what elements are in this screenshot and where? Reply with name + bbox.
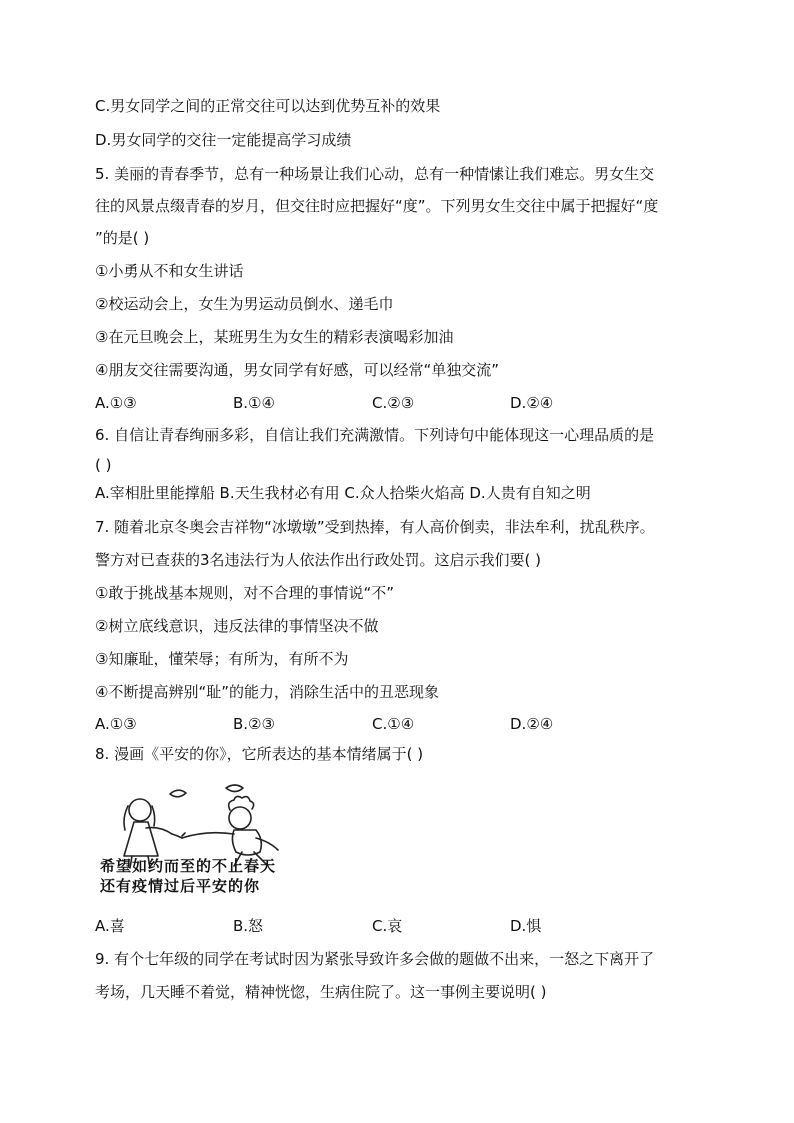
q5-option-d: D.②④ [510, 394, 554, 412]
q5-stem-line2: 往的风景点缀青春的岁月，但交往时应把握好“度”。下列男女生交往中属于把握好“度 [95, 197, 659, 215]
q6-stem-line1: 6. 自信让青春绚丽多彩，自信让我们充满激情。下列诗句中能体现这一心理品质的是 [95, 426, 655, 444]
q8-stem: 8. 漫画《平安的你》，它所表达的基本情绪属于( ) [95, 745, 424, 763]
q4-option-d: D.男女同学的交往一定能提高学习成绩 [95, 131, 352, 149]
q8-option-d: D.惧 [510, 917, 542, 935]
q5-option-a: A.①③ [95, 394, 137, 412]
q7-option-b: B.②③ [233, 715, 275, 733]
q7-options [95, 714, 695, 734]
q8-option-b: B.怒 [233, 917, 264, 935]
q5-stem-line3: ”的是( ) [95, 229, 150, 247]
q4-option-c: C.男女同学之间的正常交往可以达到优势互补的效果 [95, 97, 441, 115]
q7-item-3: ③知廉耻，懂荣辱；有所为，有所不为 [95, 650, 349, 668]
q7-option-a: A.①③ [95, 715, 137, 733]
q7-option-d: D.②④ [510, 715, 554, 733]
q7-item-2: ②树立底线意识，违反法律的事情坚决不做 [95, 617, 379, 635]
q9-stem-line1: 9. 有个七年级的同学在考试时因为紧张导致许多会做的题做不出来，一怒之下离开了 [95, 950, 655, 968]
q8-option-a: A.喜 [95, 917, 125, 935]
q6-stem-line2: ( ) [95, 456, 112, 474]
q7-item-4: ④不断提高辨别“耻”的能力，消除生活中的丑恶现象 [95, 683, 439, 701]
q8-options [95, 916, 695, 936]
q5-stem-line1: 5. 美丽的青春季节，总有一种场景让我们心动，总有一种情愫让我们难忘。男女生交 [95, 165, 655, 183]
q7-item-1: ①敢于挑战基本规则，对不合理的事情说“不” [95, 584, 394, 602]
q8-option-c: C.哀 [372, 917, 403, 935]
q5-options [95, 393, 695, 413]
q5-item-1: ①小勇从不和女生讲话 [95, 262, 244, 280]
q5-item-2: ②校运动会上，女生为男运动员倒水、递毛巾 [95, 295, 394, 313]
comic-caption-line1: 希望如约而至的不止春天 [100, 857, 277, 875]
q5-item-3: ③在元旦晚会上，某班男生为女生的精彩表演喝彩加油 [95, 328, 454, 346]
q9-stem-line2: 考场，几天睡不着觉，精神恍惚，生病住院了。这一事例主要说明( ) [95, 983, 547, 1001]
q5-option-c: C.②③ [372, 394, 415, 412]
q7-stem-line1: 7. 随着北京冬奥会吉祥物“冰墩墩”受到热捧，有人高价倒卖，非法牟利，扰乱秩序。 [95, 518, 655, 536]
q7-stem-line2: 警方对已查获的3名违法行为人依法作出行政处罚。这启示我们要( ) [95, 551, 542, 569]
comic-caption-line2: 还有疫情过后平安的你 [100, 877, 261, 895]
q5-item-4: ④朋友交往需要沟通，男女同学有好感，可以经常“单独交流” [95, 361, 499, 379]
q5-option-b: B.①④ [233, 394, 275, 412]
q7-option-c: C.①④ [372, 715, 415, 733]
q6-options: A.宰相肚里能撑船 B.天生我材必有用 C.众人拾柴火焰高 D.人贵有自知之明 [95, 484, 591, 502]
